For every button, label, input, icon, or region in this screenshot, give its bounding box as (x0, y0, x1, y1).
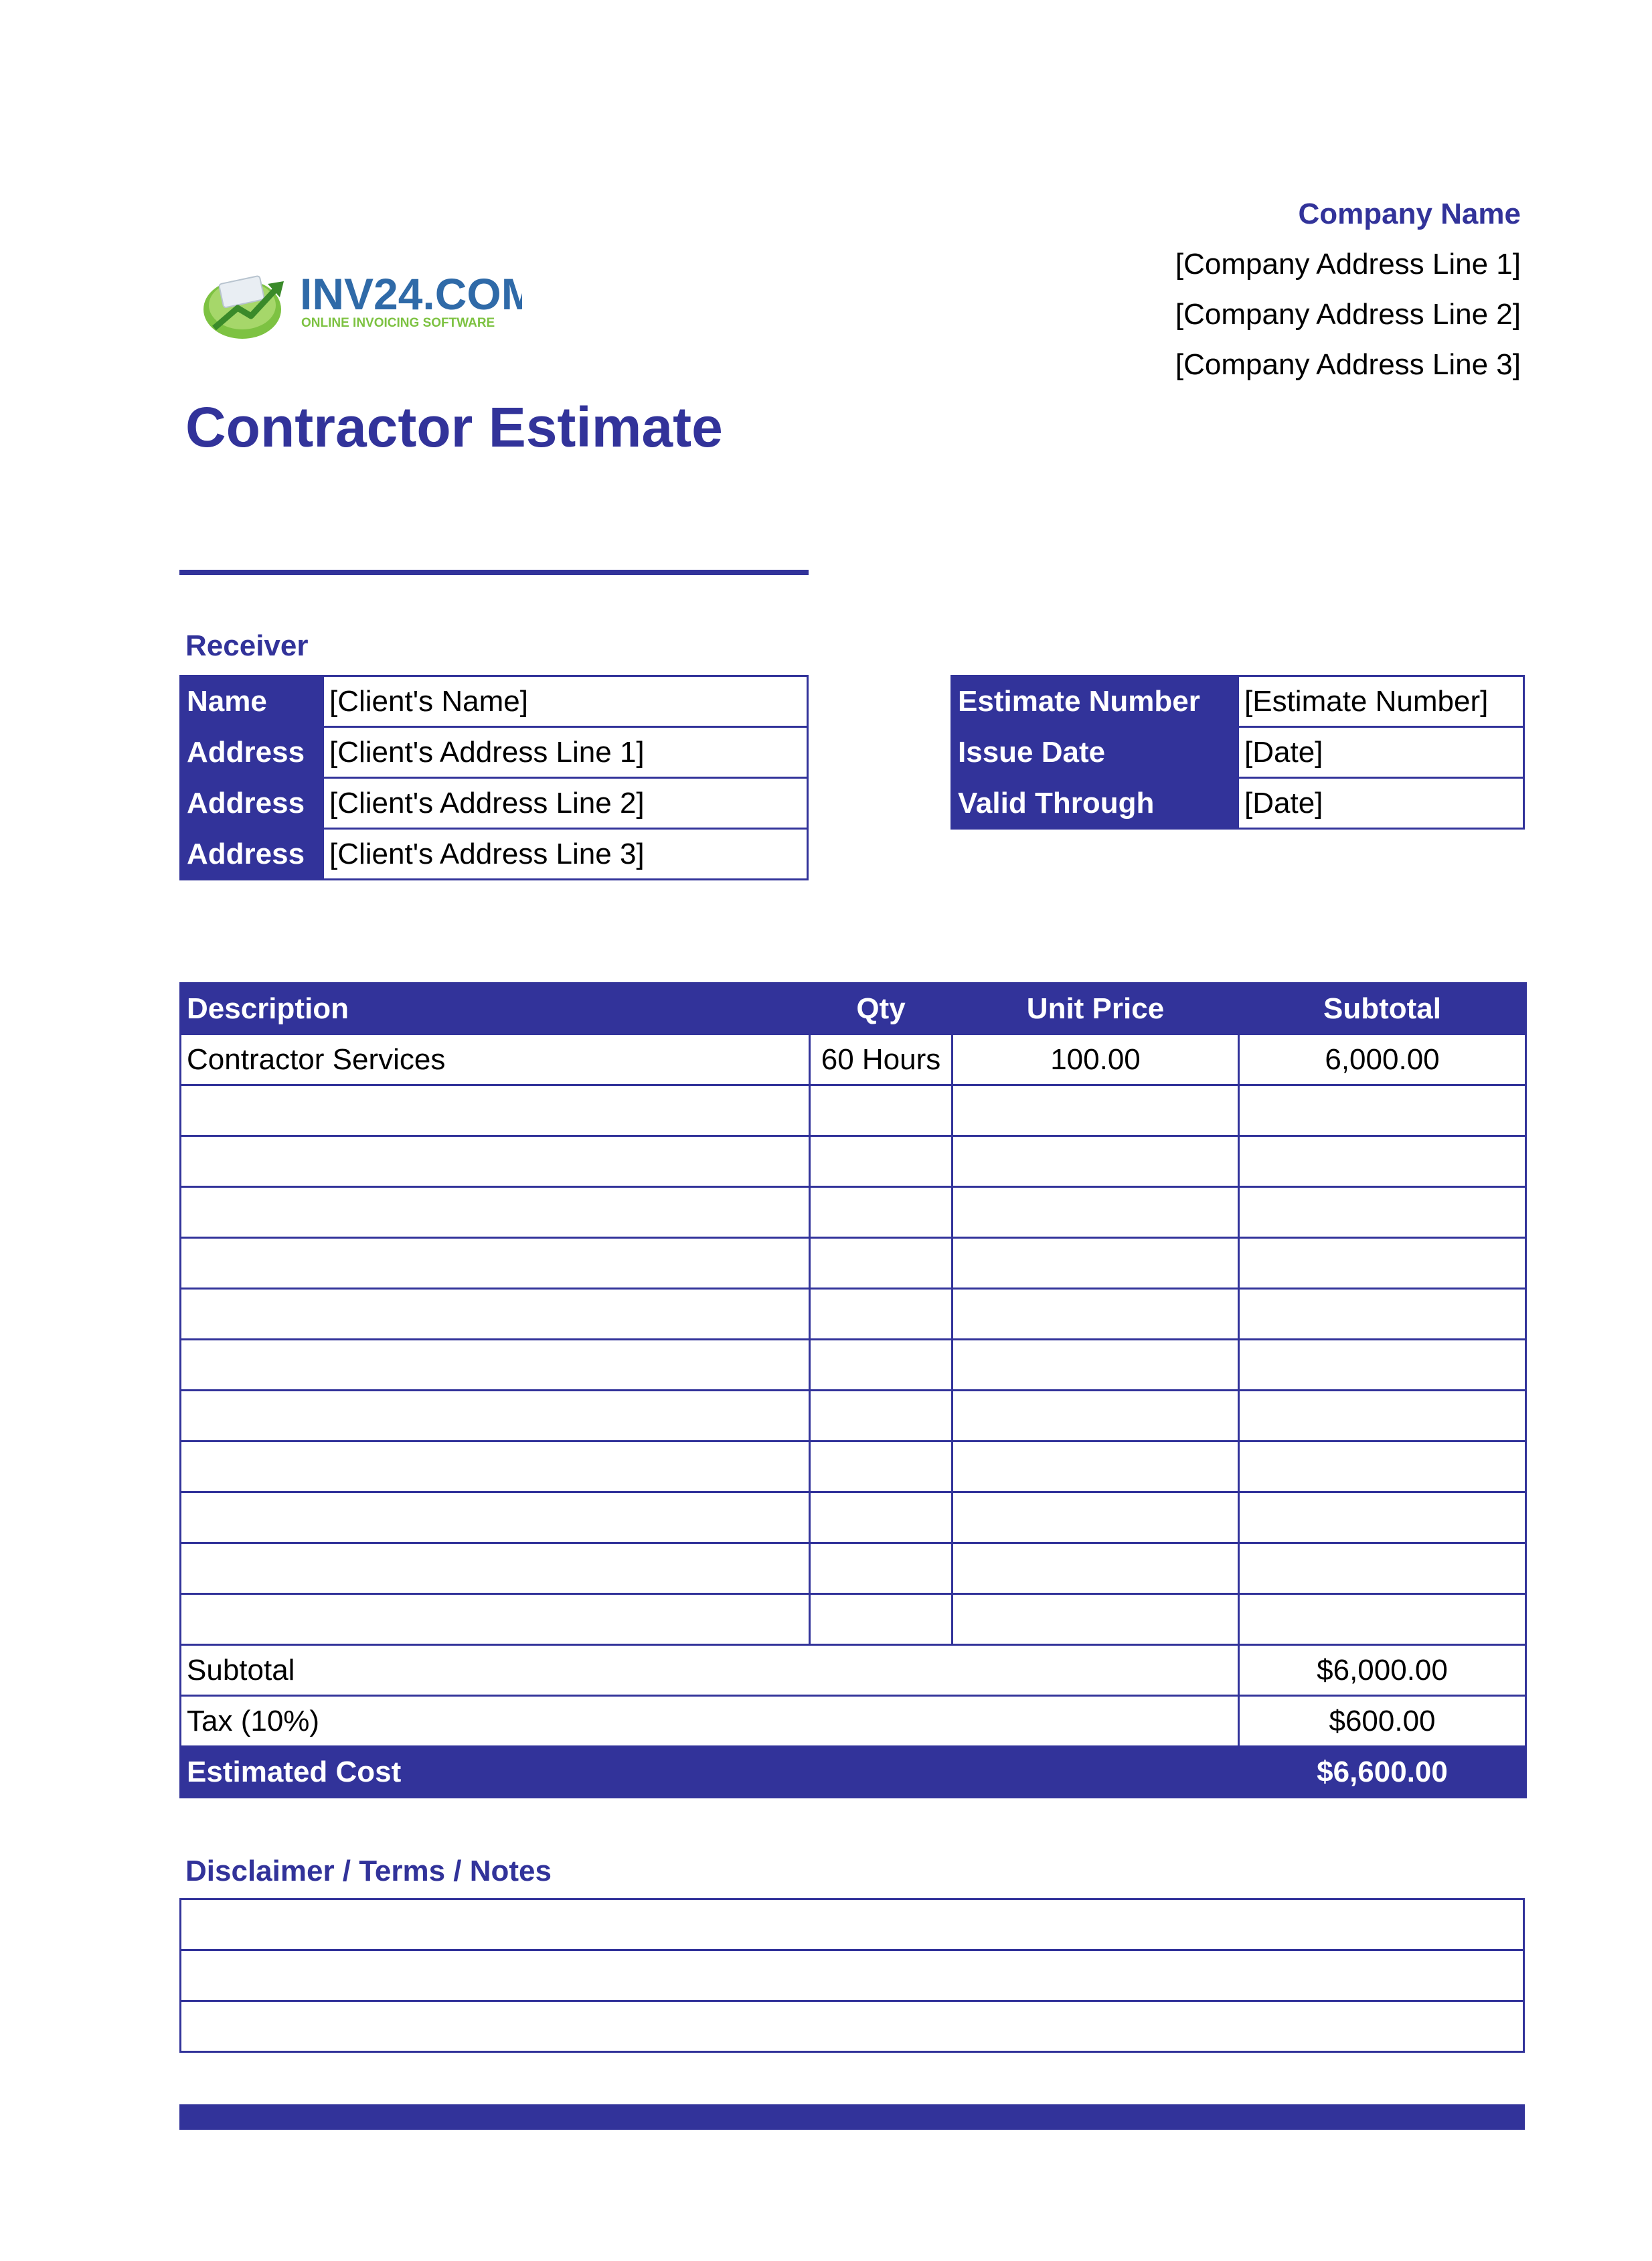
item-unit-price[interactable] (953, 1492, 1239, 1543)
client-address-line-3-field[interactable]: [Client's Address Line 3] (323, 829, 808, 880)
item-subtotal[interactable] (1239, 1085, 1526, 1136)
table-row-empty (181, 1085, 1526, 1136)
column-header-description: Description (181, 984, 810, 1034)
item-qty[interactable] (810, 1492, 953, 1543)
client-address-line-1-field[interactable]: [Client's Address Line 1] (323, 727, 808, 778)
table-row-empty (181, 1289, 1526, 1340)
subtotal-value: $6,000.00 (1239, 1645, 1526, 1696)
item-unit-price[interactable] (953, 1187, 1239, 1238)
item-description[interactable] (181, 1085, 810, 1136)
item-subtotal[interactable] (1239, 1441, 1526, 1492)
receiver-row (181, 676, 808, 727)
notes-line-field[interactable] (181, 2001, 1524, 2052)
receiver-row (181, 778, 808, 829)
item-qty[interactable] (810, 1340, 953, 1391)
tax-label: Tax (10%) (181, 1696, 1239, 1747)
item-description[interactable] (181, 1289, 810, 1340)
item-description[interactable] (181, 1543, 810, 1594)
item-qty[interactable] (810, 1441, 953, 1492)
item-qty[interactable] (810, 1187, 953, 1238)
table-row-empty (181, 1441, 1526, 1492)
receiver-table (179, 675, 809, 880)
receiver-label: Address (181, 727, 323, 778)
meta-row (952, 778, 1524, 829)
subtotal-row (181, 1645, 1526, 1696)
table-row-empty (181, 1238, 1526, 1289)
estimate-meta-table (951, 675, 1525, 830)
table-row-empty (181, 1136, 1526, 1187)
receiver-label: Address (181, 829, 323, 880)
item-subtotal[interactable] (1239, 1594, 1526, 1645)
item-description[interactable] (181, 1187, 810, 1238)
table-row (181, 1034, 1526, 1085)
item-description[interactable]: Contractor Services (181, 1034, 810, 1085)
item-subtotal[interactable] (1239, 1289, 1526, 1340)
notes-heading: Disclaimer / Terms / Notes (185, 1855, 552, 1887)
items-header-row (181, 984, 1526, 1034)
item-subtotal[interactable] (1239, 1136, 1526, 1187)
notes-line (181, 1950, 1524, 2001)
item-description[interactable] (181, 1492, 810, 1543)
client-address-line-2-field[interactable]: [Client's Address Line 2] (323, 778, 808, 829)
item-description[interactable] (181, 1441, 810, 1492)
notes-line-field[interactable] (181, 1899, 1524, 1950)
item-qty[interactable] (810, 1391, 953, 1441)
receiver-label: Name (181, 676, 323, 727)
receiver-heading: Receiver (185, 629, 309, 662)
item-unit-price[interactable] (953, 1441, 1239, 1492)
valid-through-label: Valid Through (952, 778, 1238, 829)
item-description[interactable] (181, 1136, 810, 1187)
valid-through-field[interactable]: [Date] (1238, 778, 1524, 829)
table-row-empty (181, 1391, 1526, 1441)
item-unit-price[interactable]: 100.00 (953, 1034, 1239, 1085)
item-subtotal[interactable] (1239, 1391, 1526, 1441)
column-header-unit-price: Unit Price (953, 984, 1239, 1034)
tax-row (181, 1696, 1526, 1747)
item-qty[interactable] (810, 1289, 953, 1340)
table-row-empty (181, 1543, 1526, 1594)
company-name: Company Name (1298, 198, 1521, 230)
item-description[interactable] (181, 1594, 810, 1645)
column-header-subtotal: Subtotal (1239, 984, 1526, 1034)
column-header-qty: Qty (810, 984, 953, 1034)
meta-row (952, 676, 1524, 727)
item-unit-price[interactable] (953, 1391, 1239, 1441)
logo-tagline: ONLINE INVOICING SOFTWARE (301, 316, 495, 330)
item-qty[interactable] (810, 1238, 953, 1289)
item-subtotal[interactable] (1239, 1238, 1526, 1289)
notes-line (181, 2001, 1524, 2052)
estimated-cost-row (181, 1747, 1526, 1798)
item-description[interactable] (181, 1238, 810, 1289)
item-qty[interactable] (810, 1136, 953, 1187)
company-block (1175, 189, 1521, 390)
footer-bar (179, 2104, 1525, 2130)
estimate-number-label: Estimate Number (952, 676, 1238, 727)
table-row-empty (181, 1492, 1526, 1543)
notes-line (181, 1899, 1524, 1950)
receiver-label: Address (181, 778, 323, 829)
item-description[interactable] (181, 1391, 810, 1441)
meta-row (952, 727, 1524, 778)
notes-line-field[interactable] (181, 1950, 1524, 2001)
logo-name: INV24.COM (300, 269, 522, 319)
issue-date-label: Issue Date (952, 727, 1238, 778)
item-subtotal[interactable] (1239, 1492, 1526, 1543)
estimated-cost-value: $6,600.00 (1239, 1747, 1526, 1798)
table-row-empty (181, 1594, 1526, 1645)
item-unit-price[interactable] (953, 1289, 1239, 1340)
item-subtotal[interactable] (1239, 1187, 1526, 1238)
issue-date-field[interactable]: [Date] (1238, 727, 1524, 778)
company-address-line-2: [Company Address Line 2] (1175, 298, 1521, 331)
company-logo (201, 254, 522, 355)
item-unit-price[interactable] (953, 1136, 1239, 1187)
item-unit-price[interactable] (953, 1340, 1239, 1391)
item-unit-price[interactable] (953, 1085, 1239, 1136)
item-description[interactable] (181, 1340, 810, 1391)
client-name-field[interactable]: [Client's Name] (323, 676, 808, 727)
estimated-cost-label: Estimated Cost (181, 1747, 1239, 1798)
table-row-empty (181, 1340, 1526, 1391)
item-subtotal: 6,000.00 (1239, 1034, 1526, 1085)
notes-table (179, 1898, 1525, 2053)
table-row-empty (181, 1187, 1526, 1238)
subtotal-label: Subtotal (181, 1645, 1239, 1696)
item-unit-price[interactable] (953, 1238, 1239, 1289)
receiver-row (181, 727, 808, 778)
item-qty[interactable] (810, 1543, 953, 1594)
page-title: Contractor Estimate (185, 396, 723, 459)
estimate-number-field[interactable]: [Estimate Number] (1238, 676, 1524, 727)
item-unit-price[interactable] (953, 1594, 1239, 1645)
company-address-line-3: [Company Address Line 3] (1175, 348, 1521, 381)
item-unit-price[interactable] (953, 1543, 1239, 1594)
item-qty[interactable] (810, 1594, 953, 1645)
title-divider (179, 570, 809, 575)
item-qty[interactable]: 60 Hours (810, 1034, 953, 1085)
tax-value: $600.00 (1239, 1696, 1526, 1747)
company-address-line-1: [Company Address Line 1] (1175, 248, 1521, 281)
item-subtotal[interactable] (1239, 1543, 1526, 1594)
line-items-table (179, 982, 1527, 1798)
item-subtotal[interactable] (1239, 1340, 1526, 1391)
receiver-row (181, 829, 808, 880)
item-qty[interactable] (810, 1085, 953, 1136)
